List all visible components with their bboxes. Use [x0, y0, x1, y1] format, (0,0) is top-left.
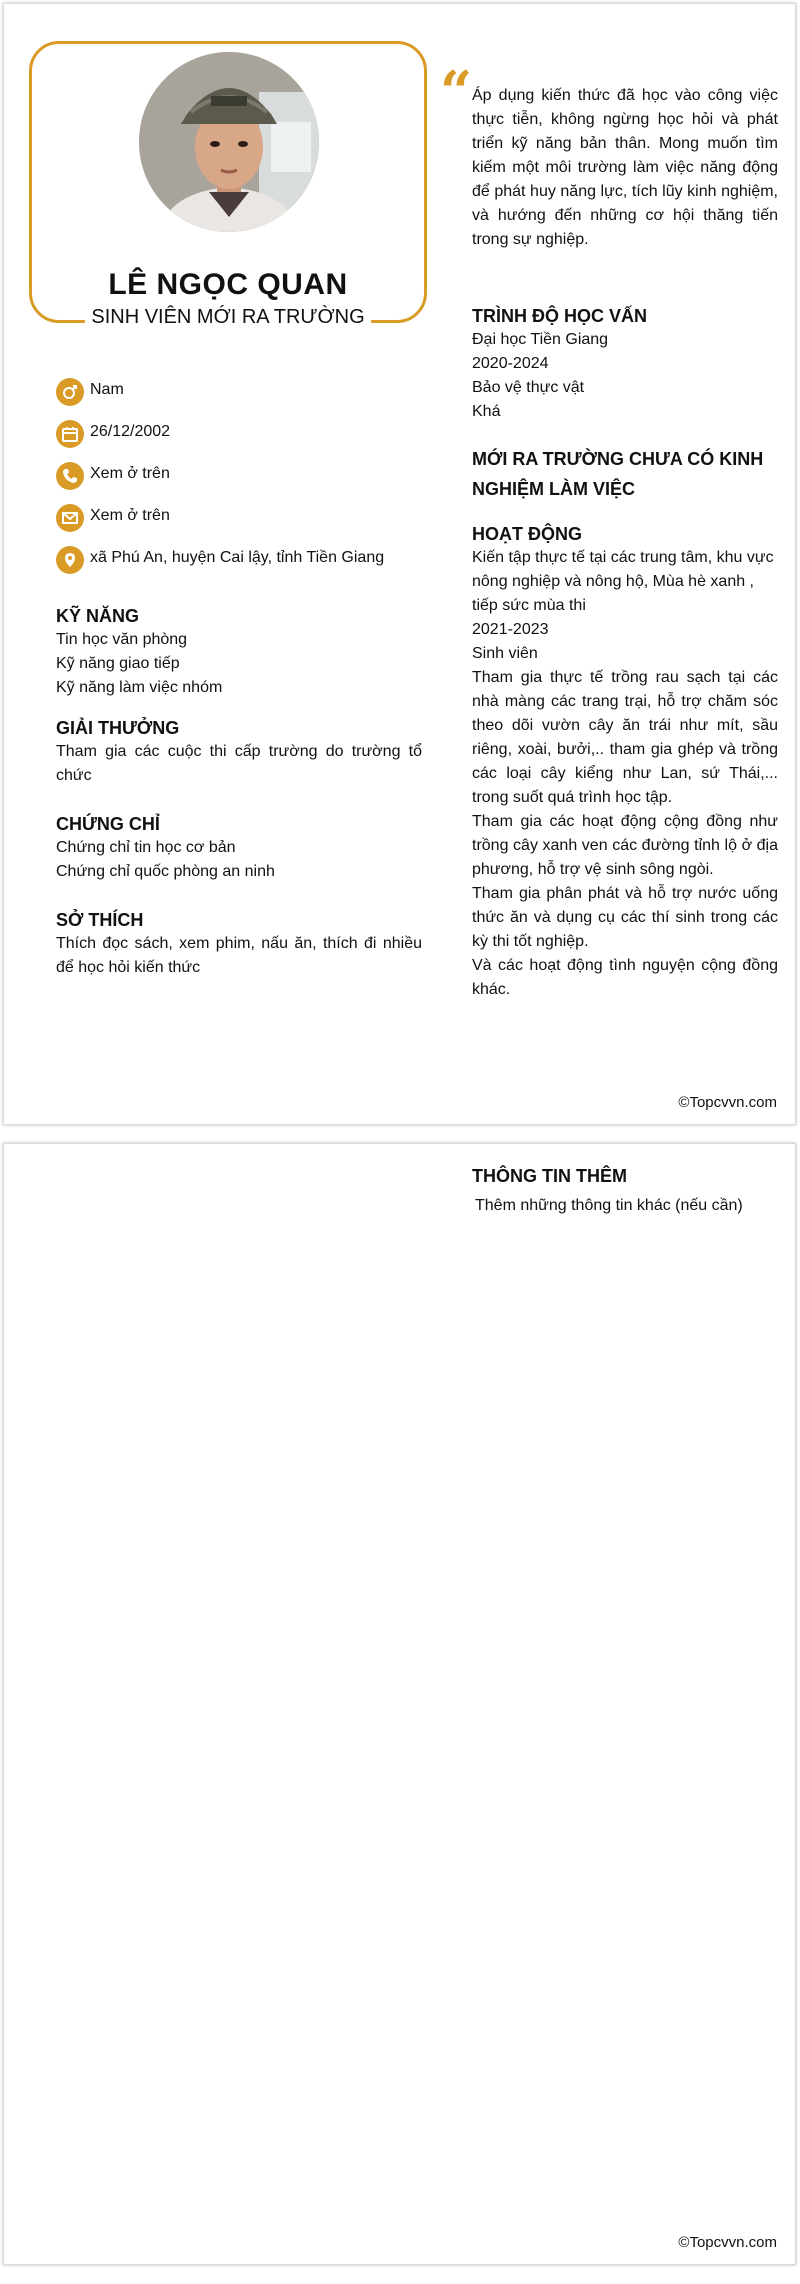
birthday-value: 26/12/2002: [90, 423, 171, 440]
career-objective: Áp dụng kiến thức đã học vào công việc thực tiễn, không ngừng học hỏi và phát triển kỹ năng bản thân. Mong muốn tìm kiếm một môi trường làm việc năng động để phát huy năng lực, tích lũy kinh nghiệm, và hướng đến những cơ hội thăng tiến trong sự nghiệp.: [472, 87, 778, 248]
activities-title: HOẠT ĐỘNG: [472, 524, 582, 544]
objective-section: [472, 84, 778, 252]
activity-item: Và các hoạt động tình nguyện cộng đồng khác.: [472, 957, 778, 998]
education-grade: Khá: [472, 403, 501, 420]
experience-section: [472, 444, 778, 504]
footer-credit: ©Topcvvn.com: [678, 2234, 777, 2251]
avatar-photo: [139, 52, 319, 232]
quote-icon: “: [440, 59, 473, 125]
subtitle-wrap: [29, 306, 427, 329]
skills-title: KỸ NĂNG: [56, 606, 140, 626]
activity-item: Tham gia các hoạt động cộng đồng như trồng cây xanh ven các đường tỉnh lộ ở địa phương, hỗ trợ vệ sinh sông ngòi.: [472, 813, 778, 878]
extra-text: Thêm những thông tin khác (nếu cần): [475, 1197, 743, 1214]
contact-address: [56, 546, 426, 574]
cv-page-1: [3, 3, 796, 1125]
calendar-icon: [56, 420, 84, 448]
activity-item: Tham gia phân phát và hỗ trợ nước uống thức ăn và dụng cụ các thí sinh trong các kỳ thi tốt nghiệp.: [472, 885, 778, 950]
activity-item: Sinh viên: [472, 645, 538, 662]
contact-email: [56, 504, 426, 532]
activity-item: Kiến tập thực tế tại các trung tâm, khu vực nông nghiệp và nông hộ, Mùa hè xanh , tiếp sức mùa thi: [472, 549, 774, 614]
contact-birthday: [56, 420, 426, 448]
activity-item: Tham gia thực tế trồng rau sạch tại các nhà màng các trang trại, hỗ trợ chăm sóc theo dõi vườn cây ăn trái như mít, sầu riêng, xoài, bưởi,.. tham gia ghép và trồng các loại cây kiểng như Lan, sứ Thái,... trong suốt quá trình học tập.: [472, 669, 778, 806]
certificates-section: [56, 812, 422, 884]
cv-page-2: [3, 1143, 796, 2265]
phone-value[interactable]: Xem ở trên: [90, 465, 170, 482]
extra-section: [472, 1164, 778, 1218]
gender-icon: [56, 378, 84, 406]
awards-title: GIẢI THƯỞNG: [56, 718, 180, 738]
skill-item: Kỹ năng làm việc nhóm: [56, 679, 223, 696]
awards-section: [56, 716, 422, 788]
candidate-title: SINH VIÊN MỚI RA TRƯỜNG: [85, 306, 370, 329]
contact-list: [56, 378, 426, 588]
education-school: Đại học Tiền Giang: [472, 331, 609, 348]
email-icon: [56, 504, 84, 532]
experience-title: MỚI RA TRƯỜNG CHƯA CÓ KINH NGHIỆM LÀM VIỆC: [472, 449, 764, 499]
extra-title: THÔNG TIN THÊM: [472, 1166, 627, 1186]
activity-item: 2021-2023: [472, 621, 549, 638]
footer-credit: ©Topcvvn.com: [678, 1094, 777, 1111]
activities-section: [472, 522, 778, 1002]
contact-phone: [56, 462, 426, 490]
education-major: Bảo vệ thực vật: [472, 379, 585, 396]
certificates-title: CHỨNG CHỈ: [56, 814, 160, 834]
skills-section: [56, 604, 422, 700]
email-value[interactable]: Xem ở trên: [90, 507, 170, 524]
skill-item: Tin học văn phòng: [56, 631, 188, 648]
location-icon: [56, 546, 84, 574]
phone-icon: [56, 462, 84, 490]
hobbies-section: [56, 908, 422, 980]
contact-gender: [56, 378, 426, 406]
certificate-item: Chứng chỉ tin học cơ bản: [56, 839, 236, 856]
gender-value: Nam: [90, 381, 124, 398]
avatar: [139, 52, 319, 232]
education-title: TRÌNH ĐỘ HỌC VẤN: [472, 306, 647, 326]
award-item: Tham gia các cuộc thi cấp trường do trường tổ chức: [56, 743, 422, 784]
skill-item: Kỹ năng giao tiếp: [56, 655, 180, 672]
education-period: 2020-2024: [472, 355, 549, 372]
hobbies-title: SỞ THÍCH: [56, 910, 144, 930]
education-section: [472, 304, 778, 424]
certificate-item: Chứng chỉ quốc phòng an ninh: [56, 863, 275, 880]
hobby-item: Thích đọc sách, xem phim, nấu ăn, thích đi nhiều để học hỏi kiến thức: [56, 935, 422, 976]
address-value: xã Phú An, huyện Cai lậy, tỉnh Tiền Giang: [90, 549, 385, 566]
candidate-name: LÊ NGỌC QUAN: [108, 268, 348, 301]
